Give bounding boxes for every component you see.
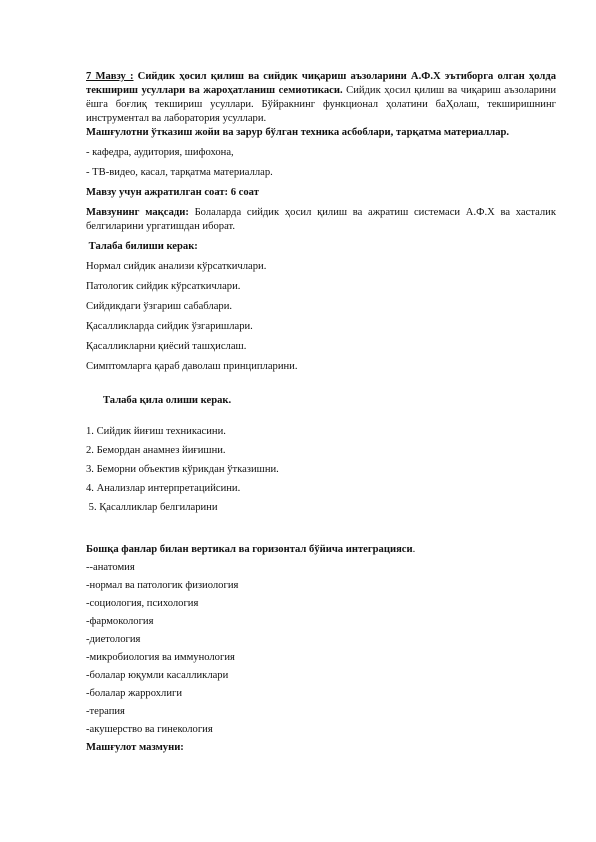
integration-item: -нормал ва патологик физиология — [86, 580, 239, 591]
must-do-heading: Талаба қила олиши керак. — [103, 395, 232, 406]
must-know-item: Сийдикдаги ўзгариш сабаблари. — [86, 301, 233, 312]
must-do-item: 3. Беморни объектив кўрикдан ўтказишни. — [86, 464, 279, 475]
goal-label: Мавзунинг мақсади: — [86, 207, 189, 218]
must-know-heading: Талаба билиши керак: — [86, 241, 198, 252]
must-do-item: 4. Анализлар интерпретацийсини. — [86, 483, 241, 494]
equipment-heading: Машғулотни ўтказиш жойи ва зарур бўлган техника асбоблари, тарқатма материаллар. — [86, 127, 510, 138]
content-heading: Машғулот мазмуни: — [86, 742, 184, 753]
document-page — [86, 70, 556, 755]
integration-item: --анатомия — [86, 562, 135, 573]
integration-item: -болалар юқумли касалликлари — [86, 670, 229, 681]
goal-paragraph — [86, 206, 556, 234]
equipment-item: - ТВ-видео, касал, тарқатма материаллар. — [86, 167, 273, 178]
must-do-item: 5. Қасалликлар белгиларини — [86, 502, 218, 513]
topic-number: 7 Мавзу : — [86, 71, 134, 82]
topic-description: Сийдик ҳосил қилиш ва чиқариш аъзоларини ёшга боғлиқ текшириш усуллари. Бўйракнинг функционал ҳолатини баҲолаш, текширишнинг инструментал ва лаборатория усуллари. — [86, 85, 556, 124]
equipment-item: - кафедра, аудитория, шифохона, — [86, 147, 234, 158]
topic-title: Сийдик ҳосил қилиш ва сийдик чиқариш аъзоларини А.Ф.Х эътиборга олган ҳолда текшириш усуллари ва жароҳатланиш семиотикаси. — [86, 71, 556, 96]
must-know-item: Симптомларга қараб даволаш принципларини. — [86, 361, 298, 372]
integration-item: -болалар жаррохлиги — [86, 688, 183, 699]
integration-item: -терапия — [86, 706, 125, 717]
must-do-item: 1. Сийдик йиғиш техникасини. — [86, 426, 226, 437]
integration-heading-suffix: . — [412, 544, 416, 555]
integration-item: -фармокология — [86, 616, 154, 627]
goal-text: Болаларда сийдик ҳосил қилиш ва ажратиш системаси А.Ф.Х ва хасталик белгиларини ургатишдан иборат. — [86, 207, 556, 232]
integration-item: -микробиология ва иммунология — [86, 652, 235, 663]
must-do-item: 2. Бемордан анамнез йиғишни. — [86, 445, 226, 456]
integration-item: -диетология — [86, 634, 141, 645]
hours-line: Мавзу учун ажратилган соат: 6 соат — [86, 187, 259, 198]
integration-heading: Бошқа фанлар билан вертикал ва горизонтал бўйича интеграцияси — [86, 544, 413, 555]
must-know-item: Қасалликларда сийдик ўзгаришлари. — [86, 321, 253, 332]
integration-item: -акушерство ва гинекология — [86, 724, 213, 735]
topic-paragraph — [86, 70, 556, 126]
integration-heading-line — [86, 543, 556, 557]
must-know-item: Патологик сийдик кўрсаткичлари. — [86, 281, 241, 292]
must-know-item: Қасалликларни қиёсий ташҳислаш. — [86, 341, 247, 352]
must-know-item: Нормал сийдик анализи кўрсаткичлари. — [86, 261, 267, 272]
integration-item: -социология, психология — [86, 598, 199, 609]
must-do-list — [86, 422, 556, 517]
